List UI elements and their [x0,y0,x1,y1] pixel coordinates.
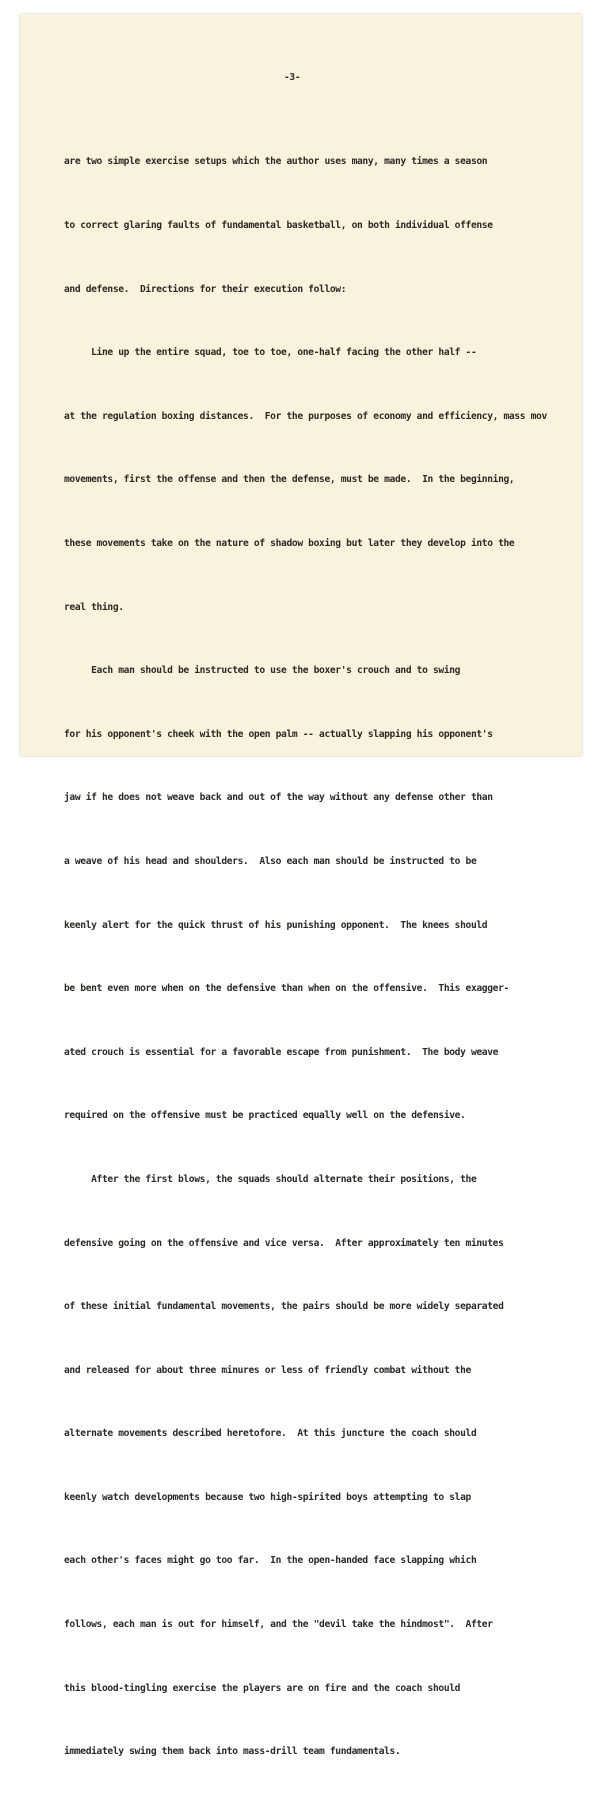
text-line: at the regulation boxing distances. For the purposes of economy and efficiency, mass mov [64,410,547,422]
text-line: and released for about three minures or less of friendly combat without the [64,1364,471,1376]
text-line: movements, first the offense and then the defense, must be made. In the beginning, [64,474,515,486]
text-line: jaw if he does not weave back and out of the way without any defense other than [64,792,493,804]
text-line: required on the offensive must be practiced equally well on the defensive. [64,1110,466,1122]
text-line: keenly watch developments because two high-spirited boys attempting to slap [64,1491,471,1503]
text-line: follows, each man is out for himself, and the "devil take the hindmost". After [64,1619,493,1631]
text-line: be bent even more when on the defensive than when on the offensive. This exagger- [64,983,509,995]
text-line: After the first blows, the squads should alternate their positions, the [64,1173,477,1185]
text-line: ated crouch is essential for a favorable escape from punishment. The body weave [64,1046,499,1058]
text-line: of these initial fundamental movements, the pairs should be more widely separated [64,1301,504,1313]
text-line: keenly alert for the quick thrust of his punishing opponent. The knees should [64,919,488,931]
text-line: to correct glaring faults of fundamental basketball, on both individual offense [64,220,493,231]
text-line: each other's faces might go too far. In the open-handed face slapping which [64,1555,477,1567]
text-line: a weave of his head and shoulders. Also each man should be instructed to be [64,855,477,867]
text-line: Each man should be instructed to use the boxer's crouch and to swing [64,665,461,677]
document-page [20,14,582,1758]
text-line: and defense. Directions for their execution follow: [64,283,347,295]
page-number: -3- [284,72,301,83]
text-line: defensive going on the offensive and vice versa. After approximately ten minutes [64,1237,504,1249]
text-line: alternate movements described heretofore. At this juncture the coach should [64,1428,477,1440]
text-line: this blood-tingling exercise the players are on fire and the coach should [64,1682,461,1694]
text-line: for his opponent's cheek with the open palm -- actually slapping his opponent's [64,728,493,740]
body-text [64,109,584,1805]
text-line: Line up the entire squad, toe to toe, one-half facing the other half -- [64,347,477,359]
text-line: these movements take on the nature of shadow boxing but later they develop into the [64,537,515,549]
text-line: real thing. [64,601,124,613]
text-line: are two simple exercise setups which the author uses many, many times a season [64,156,488,168]
text-line: immediately swing them back into mass-drill team fundamentals. [64,1746,401,1758]
